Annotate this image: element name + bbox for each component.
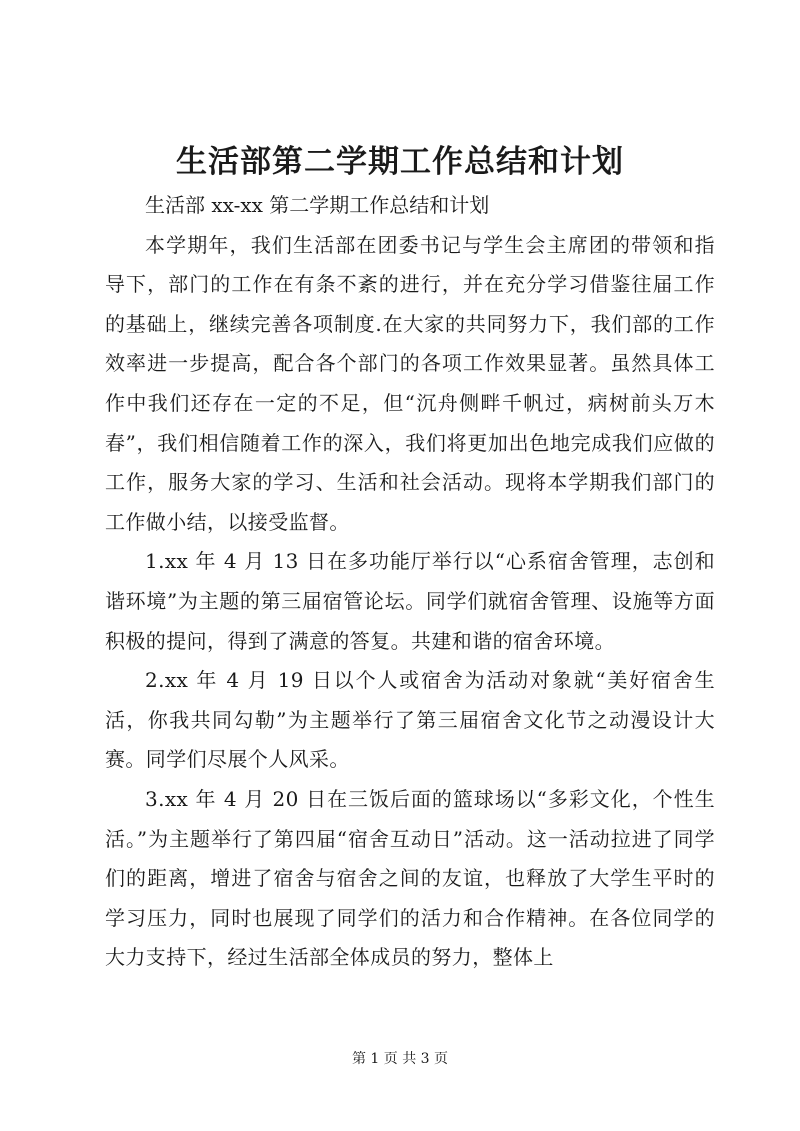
paragraph-item-3: 3.xx 年 4 月 20 日在三饭后面的篮球场以“多彩文化，个性生活。”为主题举行了第四届“宿舍互动日”活动。这一活动拉进了同学们的距离，增进了宿舍与宿舍之间的友谊，也释放了大学生平时的学习压力，同时也展现了同学们的活力和合作精神。在各位同学的大力支持下，经过生活部全体成员的努力，整体上 bbox=[105, 786, 715, 970]
document-subtitle: 生活部 xx-xx 第二学期工作总结和计划 bbox=[145, 193, 490, 217]
document-title: 生活部第二学期工作总结和计划 bbox=[176, 144, 624, 180]
document-body bbox=[105, 186, 715, 978]
paragraph-item-1: 1.xx 年 4 月 13 日在多功能厅举行以“心系宿舍管理，志创和谐环境”为主题的第三届宿管论坛。同学们就宿舍管理、设施等方面积极的提问，得到了满意的答复。共建和谐的宿舍环境。 bbox=[105, 549, 715, 653]
paragraph-intro: 本学期年，我们生活部在团委书记与学生会主席团的带领和指导下，部门的工作在有条不紊的进行，并在充分学习借鉴往届工作的基础上，继续完善各项制度.在大家的共同努力下，我们部的工作效率进一步提高，配合各个部门的各项工作效果显著。虽然具体工作中我们还存在一定的不足，但“沉舟侧畔千帆过，病树前头万木春”，我们相信随着工作的深入，我们将更加出色地完成我们应做的工作，服务大家的学习、生活和社会活动。现将本学期我们部门的工作做小结，以接受监督。 bbox=[105, 232, 715, 534]
paragraph-item-2: 2.xx 年 4 月 19 日以个人或宿舍为活动对象就“美好宿舍生活，你我共同勾勒”为主题举行了第三届宿舍文化节之动漫设计大赛。同学们尽展个人风采。 bbox=[105, 668, 715, 772]
page-number-footer: 第 1 页 共 3 页 bbox=[351, 1051, 449, 1067]
